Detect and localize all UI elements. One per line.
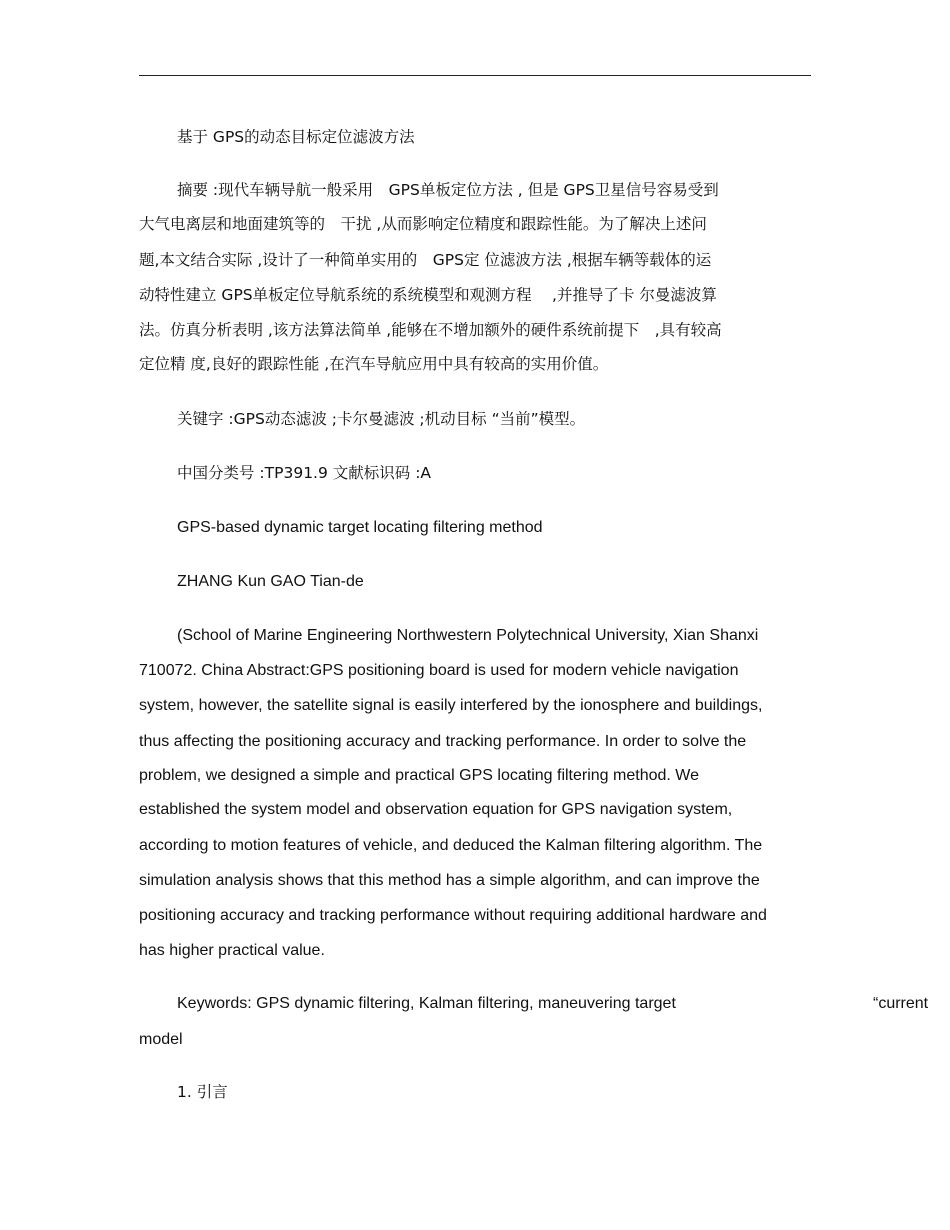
abstract-en-line: problem, we designed a simple and practical GPS locating filtering method. We xyxy=(139,767,699,784)
abstract-en-line: simulation analysis shows that this method has a simple algorithm, and can improve the xyxy=(139,872,760,889)
paper-title-en: GPS-based dynamic target locating filtering method xyxy=(177,519,543,536)
abstract-cn-line: 大气电离层和地面建筑等的 干扰 ,从而影响定位精度和跟踪性能。为了解决上述问 xyxy=(139,215,707,233)
abstract-cn-line: 动特性建立 GPS单板定位导航系统的系统模型和观测方程 ,并推导了卡 尔曼滤波算 xyxy=(139,286,717,304)
abstract-en-line: according to motion features of vehicle, and deduced the Kalman filtering algorithm. The xyxy=(139,837,763,854)
keywords-en-continuation: model xyxy=(139,1031,183,1048)
abstract-en-line: system, however, the satellite signal is easily interfered by the ionosphere and buildings, xyxy=(139,697,763,714)
section-heading-introduction: 1. 引言 xyxy=(177,1083,228,1101)
abstract-cn-line: 题,本文结合实际 ,设计了一种简单实用的 GPS定 位滤波方法 ,根据车辆等载体的运 xyxy=(139,251,712,269)
abstract-en-line: thus affecting the positioning accuracy and tracking performance. In order to solve the xyxy=(139,733,747,750)
keywords-en-tail: “current xyxy=(873,995,929,1012)
abstract-en-line: (School of Marine Engineering Northwestern Polytechnical University, Xian Shanxi xyxy=(177,627,759,644)
paper-title-cn: 基于 GPS的动态目标定位滤波方法 xyxy=(177,128,415,146)
abstract-en-line: 710072. China Abstract:GPS positioning board is used for modern vehicle navigation xyxy=(139,662,739,679)
abstract-en-line: established the system model and observation equation for GPS navigation system, xyxy=(139,801,733,818)
abstract-cn-line: 摘要 :现代车辆导航一般采用 GPS单板定位方法 , 但是 GPS卫星信号容易受到 xyxy=(177,181,719,199)
keywords-cn: 关键字 :GPS动态滤波 ;卡尔曼滤波 ;机动目标 “当前”模型。 xyxy=(177,410,586,428)
abstract-en-line: positioning accuracy and tracking performance without requiring additional hardware and xyxy=(139,907,767,924)
keywords-en-main: Keywords: GPS dynamic filtering, Kalman filtering, maneuvering target xyxy=(177,995,676,1012)
abstract-en-line: has higher practical value. xyxy=(139,942,325,959)
abstract-cn-line: 定位精 度,良好的跟踪性能 ,在汽车导航应用中具有较高的实用价值。 xyxy=(139,355,609,373)
header-rule xyxy=(139,75,811,76)
abstract-cn-line: 法。仿真分析表明 ,该方法算法简单 ,能够在不增加额外的硬件系统前提下 ,具有较高 xyxy=(139,321,722,339)
classification-line: 中国分类号 :TP391.9 文献标识码 :A xyxy=(177,464,432,482)
authors-en: ZHANG Kun GAO Tian-de xyxy=(177,573,364,590)
